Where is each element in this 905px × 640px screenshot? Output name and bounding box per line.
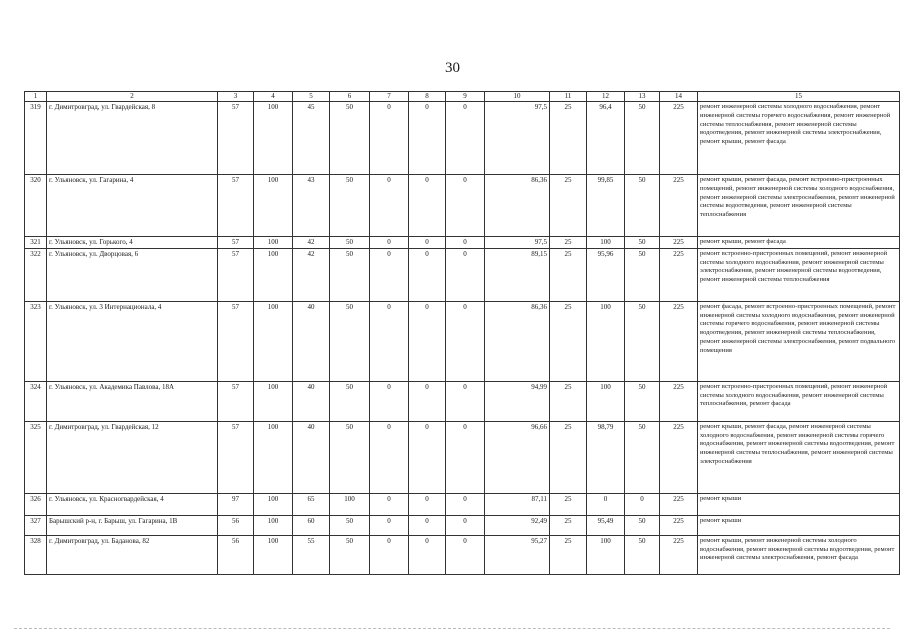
cell-col-4: 100 <box>254 421 293 493</box>
table-header-row <box>25 92 900 102</box>
column-header-8: 8 <box>409 92 446 102</box>
cell-col-12: 100 <box>587 535 625 574</box>
table-row <box>25 237 900 249</box>
cell-col-6: 50 <box>330 515 370 535</box>
cell-address: г. Ульяновск, ул. Дворцовая, 6 <box>47 248 218 301</box>
cell-col-12: 0 <box>587 493 625 515</box>
cell-col-7: 0 <box>370 102 409 175</box>
cell-col-12: 98,79 <box>587 421 625 493</box>
table-row <box>25 381 900 421</box>
cell-col-14: 225 <box>660 421 698 493</box>
cell-address: г. Димитровград, ул. Гвардейская, 12 <box>47 421 218 493</box>
cell-row-number: 323 <box>25 301 47 381</box>
cell-col-5: 43 <box>293 175 330 237</box>
cell-col-7: 0 <box>370 381 409 421</box>
cell-col-5: 40 <box>293 301 330 381</box>
column-header-7: 7 <box>370 92 409 102</box>
cell-col-10: 97,5 <box>485 237 550 249</box>
column-header-5: 5 <box>293 92 330 102</box>
cell-col-7: 0 <box>370 421 409 493</box>
cell-col-10: 97,5 <box>485 102 550 175</box>
cell-col-9: 0 <box>446 175 485 237</box>
cell-col-9: 0 <box>446 248 485 301</box>
cell-row-number: 322 <box>25 248 47 301</box>
cell-col-14: 225 <box>660 301 698 381</box>
cell-col-14: 225 <box>660 493 698 515</box>
table-row <box>25 301 900 381</box>
cell-col-11: 25 <box>550 493 587 515</box>
cell-work-types: ремонт крыши, ремонт фасада, ремонт инженерной системы холодного водоснабжения, ремонт инженерной системы горячего водоснабжения, ремонт инженерной системы водоотведения, ремонт инженерной системы теплоснабжения, ремонт инженерной системы электроснабжения <box>698 421 900 493</box>
column-header-9: 9 <box>446 92 485 102</box>
cell-col-4: 100 <box>254 515 293 535</box>
cell-row-number: 319 <box>25 102 47 175</box>
column-header-6: 6 <box>330 92 370 102</box>
cell-col-14: 225 <box>660 381 698 421</box>
cell-work-types: ремонт встроенно-пристроенных помещений, ремонт инженерной системы холодного водоснабжения, ремонт инженерной системы теплоснабжения, ремонт фасада <box>698 381 900 421</box>
cell-address: г. Димитровград, ул. Гвардейская, 8 <box>47 102 218 175</box>
cell-col-6: 50 <box>330 535 370 574</box>
cell-work-types: ремонт крыши, ремонт фасада, ремонт встроенно-пристроенных помещений, ремонт инженерной системы холодного водоснабжения, ремонт инженерной системы электроснабжения, ремонт инженерной системы водоотведения, ремонт инженерной системы теплоснабжения <box>698 175 900 237</box>
cell-col-4: 100 <box>254 237 293 249</box>
cell-col-5: 45 <box>293 102 330 175</box>
cell-col-11: 25 <box>550 421 587 493</box>
column-header-2: 2 <box>47 92 218 102</box>
column-header-10: 10 <box>485 92 550 102</box>
cell-col-3: 56 <box>218 515 254 535</box>
cell-col-14: 225 <box>660 102 698 175</box>
cell-col-9: 0 <box>446 237 485 249</box>
cell-col-13: 50 <box>625 102 660 175</box>
cell-col-11: 25 <box>550 175 587 237</box>
cell-row-number: 320 <box>25 175 47 237</box>
cell-col-7: 0 <box>370 493 409 515</box>
cell-col-6: 50 <box>330 381 370 421</box>
cell-col-13: 50 <box>625 535 660 574</box>
table-row <box>25 102 900 175</box>
table-row <box>25 515 900 535</box>
cell-col-4: 100 <box>254 175 293 237</box>
cell-row-number: 326 <box>25 493 47 515</box>
page-number: 30 <box>445 60 460 76</box>
column-header-12: 12 <box>587 92 625 102</box>
column-header-11: 11 <box>550 92 587 102</box>
table-row <box>25 535 900 574</box>
cell-col-13: 50 <box>625 175 660 237</box>
cell-col-9: 0 <box>446 381 485 421</box>
cell-col-8: 0 <box>409 237 446 249</box>
cell-col-7: 0 <box>370 535 409 574</box>
cell-col-13: 50 <box>625 248 660 301</box>
cell-col-14: 225 <box>660 175 698 237</box>
cell-col-12: 99,85 <box>587 175 625 237</box>
cell-col-9: 0 <box>446 515 485 535</box>
cell-col-13: 0 <box>625 493 660 515</box>
cell-col-10: 86,36 <box>485 175 550 237</box>
cell-col-8: 0 <box>409 493 446 515</box>
cell-row-number: 321 <box>25 237 47 249</box>
cell-work-types: ремонт крыши <box>698 493 900 515</box>
cell-work-types: ремонт встроенно-пристроенных помещений, ремонт инженерной системы холодного водоснабжения, ремонт инженерной системы электроснабжения, ремонт инженерной системы водоотведения, ремонт инженерной системы теплоснабжения <box>698 248 900 301</box>
cell-work-types: ремонт крыши <box>698 515 900 535</box>
cell-col-7: 0 <box>370 248 409 301</box>
cell-col-10: 87,11 <box>485 493 550 515</box>
cell-col-8: 0 <box>409 421 446 493</box>
cell-col-10: 94,99 <box>485 381 550 421</box>
cell-col-4: 100 <box>254 535 293 574</box>
page-bottom-rule <box>14 628 890 629</box>
cell-address: г. Ульяновск, ул. Гагарина, 4 <box>47 175 218 237</box>
cell-row-number: 324 <box>25 381 47 421</box>
cell-col-4: 100 <box>254 248 293 301</box>
cell-col-12: 100 <box>587 301 625 381</box>
cell-col-9: 0 <box>446 301 485 381</box>
cell-address: г. Димитровград, ул. Баданова, 82 <box>47 535 218 574</box>
cell-col-11: 25 <box>550 535 587 574</box>
cell-col-8: 0 <box>409 515 446 535</box>
cell-col-8: 0 <box>409 301 446 381</box>
cell-col-3: 56 <box>218 535 254 574</box>
cell-col-13: 50 <box>625 381 660 421</box>
cell-col-12: 100 <box>587 237 625 249</box>
cell-col-9: 0 <box>446 535 485 574</box>
cell-col-5: 60 <box>293 515 330 535</box>
cell-col-5: 55 <box>293 535 330 574</box>
cell-col-3: 57 <box>218 237 254 249</box>
cell-col-8: 0 <box>409 248 446 301</box>
cell-col-3: 57 <box>218 381 254 421</box>
cell-address: г. Ульяновск, ул. Горького, 4 <box>47 237 218 249</box>
cell-col-13: 50 <box>625 515 660 535</box>
cell-col-14: 225 <box>660 237 698 249</box>
cell-work-types: ремонт крыши, ремонт фасада <box>698 237 900 249</box>
cell-col-4: 100 <box>254 493 293 515</box>
cell-col-12: 100 <box>587 381 625 421</box>
column-header-4: 4 <box>254 92 293 102</box>
table-row <box>25 248 900 301</box>
cell-col-11: 25 <box>550 515 587 535</box>
cell-row-number: 328 <box>25 535 47 574</box>
cell-address: Барышский р-н, г. Барыш, ул. Гагарина, 1В <box>47 515 218 535</box>
cell-col-14: 225 <box>660 248 698 301</box>
cell-col-6: 100 <box>330 493 370 515</box>
cell-col-7: 0 <box>370 237 409 249</box>
column-header-1: 1 <box>25 92 47 102</box>
cell-col-12: 95,96 <box>587 248 625 301</box>
cell-row-number: 327 <box>25 515 47 535</box>
cell-col-8: 0 <box>409 175 446 237</box>
cell-col-4: 100 <box>254 381 293 421</box>
cell-col-5: 42 <box>293 237 330 249</box>
cell-col-9: 0 <box>446 102 485 175</box>
cell-col-14: 225 <box>660 535 698 574</box>
cell-col-12: 95,49 <box>587 515 625 535</box>
cell-col-11: 25 <box>550 381 587 421</box>
cell-col-6: 50 <box>330 102 370 175</box>
cell-col-14: 225 <box>660 515 698 535</box>
cell-col-5: 40 <box>293 421 330 493</box>
cell-col-13: 50 <box>625 301 660 381</box>
cell-col-9: 0 <box>446 421 485 493</box>
table-row <box>25 493 900 515</box>
cell-col-3: 97 <box>218 493 254 515</box>
table-body <box>25 102 900 575</box>
cell-col-8: 0 <box>409 535 446 574</box>
cell-col-11: 25 <box>550 248 587 301</box>
cell-col-11: 25 <box>550 301 587 381</box>
cell-col-3: 57 <box>218 248 254 301</box>
cell-col-11: 25 <box>550 237 587 249</box>
cell-col-3: 57 <box>218 175 254 237</box>
cell-col-4: 100 <box>254 301 293 381</box>
cell-col-6: 50 <box>330 301 370 381</box>
cell-col-7: 0 <box>370 301 409 381</box>
cell-col-10: 89,15 <box>485 248 550 301</box>
cell-col-13: 50 <box>625 237 660 249</box>
cell-col-11: 25 <box>550 102 587 175</box>
cell-col-10: 95,27 <box>485 535 550 574</box>
cell-address: г. Ульяновск, ул. Академика Павлова, 18А <box>47 381 218 421</box>
cell-col-6: 50 <box>330 175 370 237</box>
table-row <box>25 421 900 493</box>
cell-address: г. Ульяновск, ул. 3 Интернационала, 4 <box>47 301 218 381</box>
cell-col-12: 96,4 <box>587 102 625 175</box>
cell-col-6: 50 <box>330 421 370 493</box>
column-header-15: 15 <box>698 92 900 102</box>
cell-col-3: 57 <box>218 421 254 493</box>
cell-col-3: 57 <box>218 102 254 175</box>
cell-col-7: 0 <box>370 515 409 535</box>
column-header-14: 14 <box>660 92 698 102</box>
cell-col-10: 96,66 <box>485 421 550 493</box>
cell-col-5: 65 <box>293 493 330 515</box>
cell-col-4: 100 <box>254 102 293 175</box>
cell-work-types: ремонт крыши, ремонт инженерной системы холодного водоснабжения, ремонт инженерной системы водоотведения, ремонт инженерной системы электроснабжения, ремонт фасада <box>698 535 900 574</box>
cell-col-6: 50 <box>330 248 370 301</box>
cell-col-3: 57 <box>218 301 254 381</box>
cell-row-number: 325 <box>25 421 47 493</box>
cell-col-5: 42 <box>293 248 330 301</box>
cell-col-10: 92,49 <box>485 515 550 535</box>
cell-work-types: ремонт фасада, ремонт встроенно-пристроенных помещений, ремонт инженерной системы холодного водоснабжения, ремонт инженерной системы горячего водоснабжения, ремонт инженерной системы водоотведения, ремонт инженерной системы теплоснабжения, ремонт инженерной системы электроснабжения, ремонт подвального помещения <box>698 301 900 381</box>
cell-col-8: 0 <box>409 102 446 175</box>
cell-col-10: 86,36 <box>485 301 550 381</box>
cell-address: г. Ульяновск, ул. Красногвардейская, 4 <box>47 493 218 515</box>
cell-col-7: 0 <box>370 175 409 237</box>
table-row <box>25 175 900 237</box>
cell-col-13: 50 <box>625 421 660 493</box>
cell-col-6: 50 <box>330 237 370 249</box>
column-header-13: 13 <box>625 92 660 102</box>
column-header-3: 3 <box>218 92 254 102</box>
repair-table <box>24 91 900 575</box>
cell-col-8: 0 <box>409 381 446 421</box>
cell-work-types: ремонт инженерной системы холодного водоснабжения, ремонт инженерной системы горячего водоснабжения, ремонт инженерной системы теплоснабжения, ремонт инженерной системы водоотведения, ремонт инженерной системы электроснабжения, ремонт крыши, ремонт фасада <box>698 102 900 175</box>
cell-col-5: 40 <box>293 381 330 421</box>
cell-col-9: 0 <box>446 493 485 515</box>
